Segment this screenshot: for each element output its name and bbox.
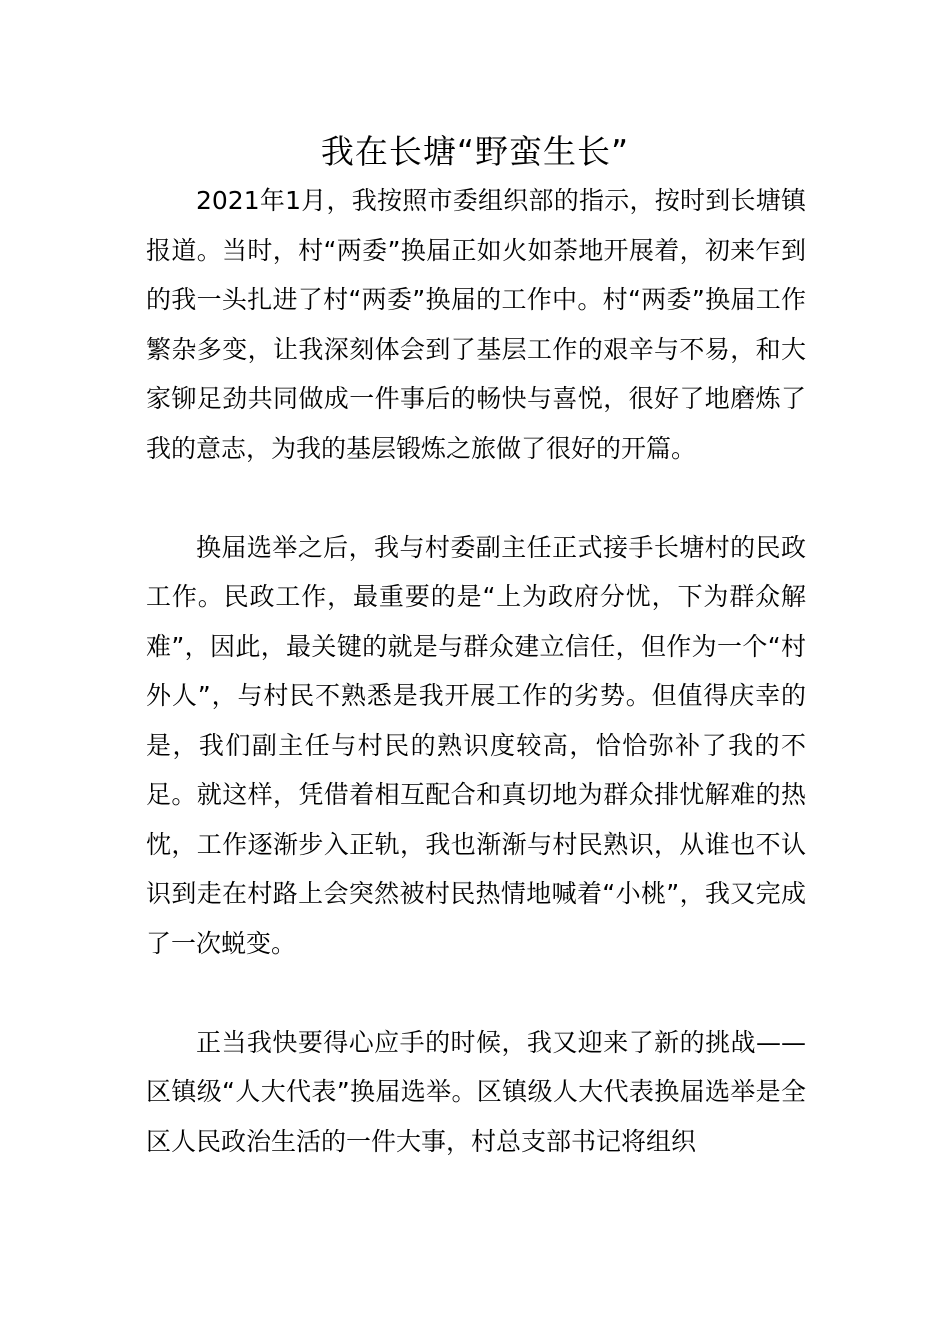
paragraph-2: 换届选举之后，我与村委副主任正式接手长塘村的民政工作。民政工作，最重要的是“上为政府分忧，下为群众解难”，因此，最关键的就是与群众建立信任，但作为一个“村外人”，与村民不熟悉是我开展工作的劣势。但值得庆幸的是，我们副主任与村民的熟识度较高，恰恰弥补了我的不足。就这样，凭借着相互配合和真切地为群众排忧解难的热忱，工作逐渐步入正轨，我也渐渐与村民熟识，从谁也不认识到走在村路上会突然被村民热情地喊着“小桃”，我又完成了一次蜕变。 [146,532,806,958]
document-body [146,176,806,1166]
paragraph-3: 正当我快要得心应手的时候，我又迎来了新的挑战——区镇级“人大代表”换届选举。区镇级人大代表换届选举是全区人民政治生活的一件大事，村总支部书记将组织 [146,1027,806,1156]
document-title: 我在长塘“野蛮生长” [320,132,630,171]
paragraph-1: 2021年1月，我按照市委组织部的指示，按时到长塘镇报道。当时，村“两委”换届正如火如荼地开展着，初来乍到的我一头扎进了村“两委”换届的工作中。村“两委”换届工作繁杂多变，让我深刻体会到了基层工作的艰辛与不易，和大家铆足劲共同做成一件事后的畅快与喜悦，很好了地磨炼了我的意志，为我的基层锻炼之旅做了很好的开篇。 [146,186,806,463]
